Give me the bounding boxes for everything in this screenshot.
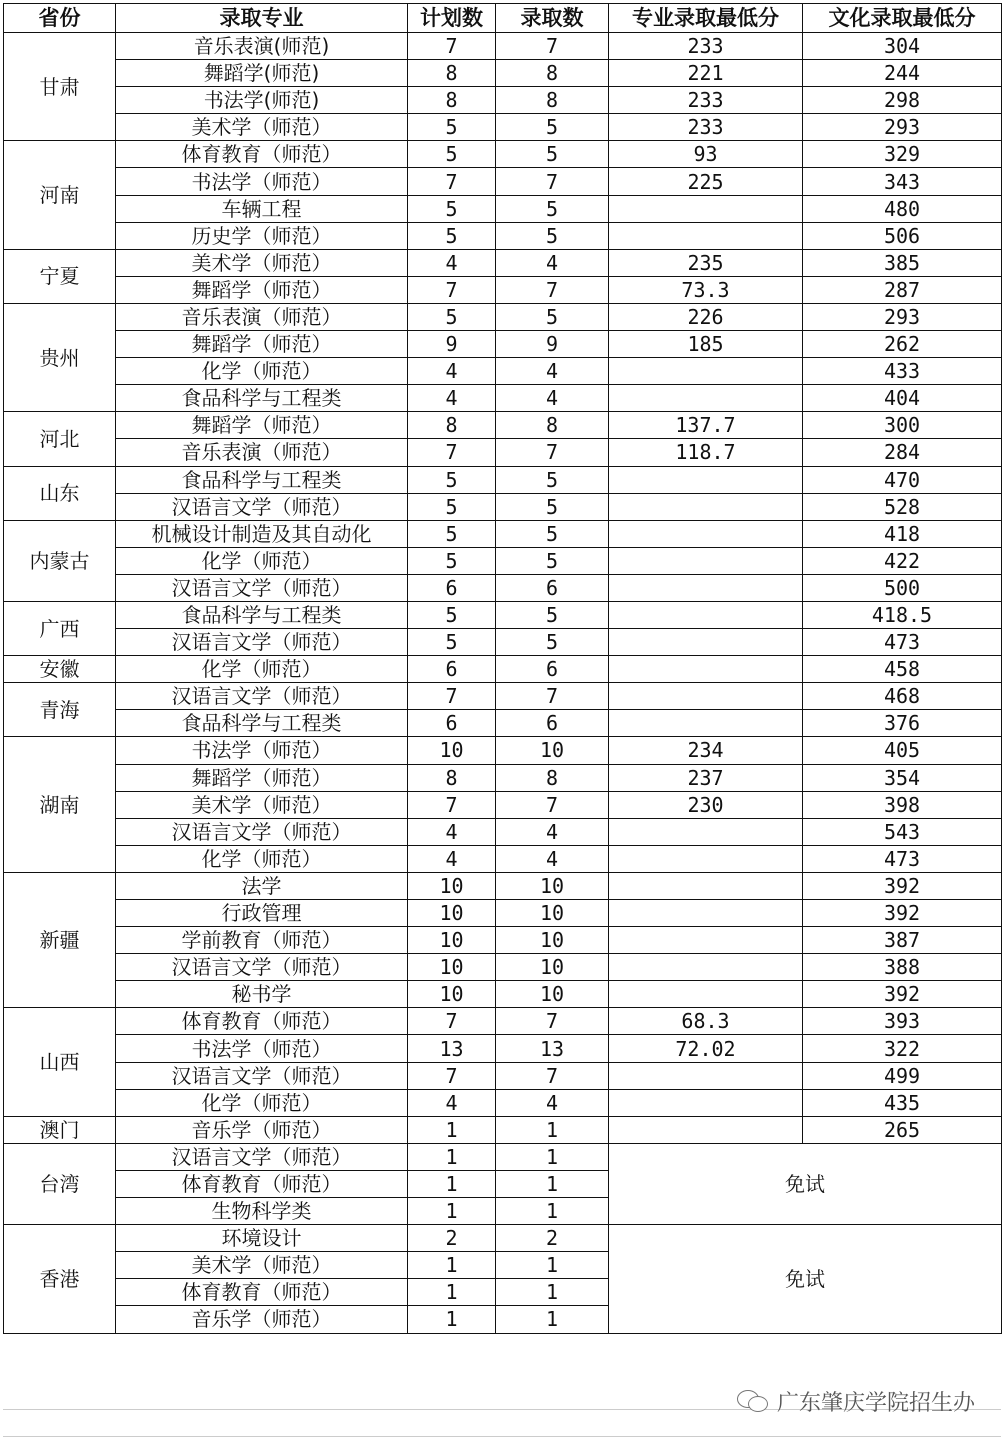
table-row [4,303,1002,330]
major-cell: 舞蹈学（师范） [116,276,408,303]
province-cell: 内蒙古 [4,520,116,601]
exempt-cell: 免试 [609,1225,1002,1333]
cult-min-cell: 287 [803,276,1002,303]
prof-min-cell [609,358,803,385]
header-cult-min: 文化录取最低分 [803,4,1002,33]
province-cell: 安徽 [4,656,116,683]
prof-min-cell: 237 [609,764,803,791]
plan-cell: 7 [408,1008,496,1035]
prof-min-cell: 230 [609,791,803,818]
table-row [4,683,1002,710]
admitted-cell: 10 [496,737,609,764]
major-cell: 汉语言文学（师范） [116,1143,408,1170]
table-row [4,168,1002,195]
major-cell: 法学 [116,872,408,899]
admitted-cell: 7 [496,683,609,710]
major-cell: 书法学（师范） [116,1035,408,1062]
major-cell: 舞蹈学（师范） [116,764,408,791]
major-cell: 汉语言文学（师范） [116,493,408,520]
cult-min-cell: 543 [803,818,1002,845]
major-cell: 汉语言文学（师范） [116,954,408,981]
prof-min-cell: 226 [609,303,803,330]
cult-min-cell: 405 [803,737,1002,764]
admitted-cell: 13 [496,1035,609,1062]
plan-cell: 4 [408,385,496,412]
major-cell: 音乐表演（师范） [116,439,408,466]
plan-cell: 1 [408,1198,496,1225]
major-cell: 食品科学与工程类 [116,710,408,737]
major-cell: 书法学（师范） [116,737,408,764]
plan-cell: 5 [408,222,496,249]
major-cell: 美术学（师范） [116,791,408,818]
prof-min-cell [609,872,803,899]
cult-min-cell: 304 [803,33,1002,60]
province-cell: 湖南 [4,737,116,872]
table-row [4,385,1002,412]
admitted-cell: 10 [496,900,609,927]
table-row [4,601,1002,628]
cult-min-cell: 343 [803,168,1002,195]
prof-min-cell [609,547,803,574]
admission-table [3,3,1002,1334]
admitted-cell: 7 [496,33,609,60]
cult-min-cell: 300 [803,412,1002,439]
plan-cell: 5 [408,547,496,574]
cult-min-cell: 473 [803,845,1002,872]
major-cell: 舞蹈学(师范) [116,60,408,87]
exempt-cell: 免试 [609,1143,1002,1224]
major-cell: 车辆工程 [116,195,408,222]
watermark [737,1383,975,1419]
admitted-cell: 6 [496,574,609,601]
major-cell: 舞蹈学（师范） [116,412,408,439]
table-row [4,656,1002,683]
table-row [4,1008,1002,1035]
cult-min-cell: 435 [803,1089,1002,1116]
admitted-cell: 5 [496,547,609,574]
major-cell: 音乐学（师范） [116,1306,408,1333]
major-cell: 化学（师范） [116,656,408,683]
header-prof-min: 专业录取最低分 [609,4,803,33]
province-cell: 河南 [4,141,116,249]
plan-cell: 6 [408,656,496,683]
admitted-cell: 4 [496,358,609,385]
cult-min-cell: 506 [803,222,1002,249]
table-row [4,195,1002,222]
prof-min-cell [609,656,803,683]
admitted-cell: 1 [496,1306,609,1333]
prof-min-cell [609,222,803,249]
table-row [4,927,1002,954]
cult-min-cell: 293 [803,303,1002,330]
admitted-cell: 9 [496,331,609,358]
table-row [4,276,1002,303]
major-cell: 体育教育（师范） [116,1279,408,1306]
header-row [4,4,1002,33]
province-cell: 河北 [4,412,116,466]
admitted-cell: 8 [496,412,609,439]
plan-cell: 1 [408,1143,496,1170]
cult-min-cell: 284 [803,439,1002,466]
admitted-cell: 1 [496,1279,609,1306]
table-row [4,141,1002,168]
admitted-cell: 7 [496,439,609,466]
admitted-cell: 5 [496,303,609,330]
table-row [4,845,1002,872]
major-cell: 书法学（师范） [116,168,408,195]
admitted-cell: 2 [496,1225,609,1252]
plan-cell: 5 [408,493,496,520]
plan-cell: 6 [408,574,496,601]
plan-cell: 1 [408,1306,496,1333]
admitted-cell: 8 [496,764,609,791]
table-row [4,574,1002,601]
admitted-cell: 1 [496,1170,609,1197]
plan-cell: 5 [408,466,496,493]
prof-min-cell: 233 [609,87,803,114]
plan-cell: 4 [408,845,496,872]
major-cell: 音乐表演（师范） [116,303,408,330]
table-row [4,1225,1002,1252]
cult-min-cell: 322 [803,1035,1002,1062]
plan-cell: 7 [408,683,496,710]
table-row [4,87,1002,114]
major-cell: 汉语言文学（师范） [116,683,408,710]
table-row [4,954,1002,981]
prof-min-cell: 185 [609,331,803,358]
major-cell: 食品科学与工程类 [116,601,408,628]
major-cell: 学前教育（师范） [116,927,408,954]
major-cell: 汉语言文学（师范） [116,818,408,845]
header-province: 省份 [4,4,116,33]
plan-cell: 7 [408,168,496,195]
table-row [4,222,1002,249]
cult-min-cell: 387 [803,927,1002,954]
province-cell: 新疆 [4,872,116,1007]
cult-min-cell: 499 [803,1062,1002,1089]
cult-min-cell: 392 [803,981,1002,1008]
plan-cell: 10 [408,872,496,899]
province-cell: 广西 [4,601,116,655]
plan-cell: 1 [408,1252,496,1279]
prof-min-cell: 72.02 [609,1035,803,1062]
prof-min-cell [609,493,803,520]
major-cell: 食品科学与工程类 [116,466,408,493]
table-row [4,764,1002,791]
prof-min-cell [609,574,803,601]
table-row [4,981,1002,1008]
major-cell: 化学（师范） [116,1089,408,1116]
prof-min-cell: 235 [609,249,803,276]
table-row [4,520,1002,547]
plan-cell: 4 [408,818,496,845]
major-cell: 化学（师范） [116,358,408,385]
wechat-icon [737,1389,771,1413]
major-cell: 体育教育（师范） [116,1008,408,1035]
major-cell: 秘书学 [116,981,408,1008]
prof-min-cell [609,1089,803,1116]
table-row [4,60,1002,87]
plan-cell: 7 [408,439,496,466]
cult-min-cell: 480 [803,195,1002,222]
admitted-cell: 5 [496,493,609,520]
table-row [4,412,1002,439]
prof-min-cell: 221 [609,60,803,87]
admitted-cell: 8 [496,60,609,87]
table-row [4,1089,1002,1116]
admitted-cell: 6 [496,710,609,737]
prof-min-cell [609,195,803,222]
table-row [4,1035,1002,1062]
plan-cell: 7 [408,791,496,818]
plan-cell: 8 [408,764,496,791]
admitted-cell: 5 [496,114,609,141]
table-row [4,791,1002,818]
plan-cell: 5 [408,303,496,330]
major-cell: 美术学（师范） [116,114,408,141]
table-row [4,114,1002,141]
cult-min-cell: 354 [803,764,1002,791]
major-cell: 音乐表演(师范) [116,33,408,60]
plan-cell: 6 [408,710,496,737]
admitted-cell: 4 [496,385,609,412]
cult-min-cell: 385 [803,249,1002,276]
admitted-cell: 6 [496,656,609,683]
plan-cell: 10 [408,927,496,954]
prof-min-cell: 225 [609,168,803,195]
table-row [4,737,1002,764]
plan-cell: 10 [408,900,496,927]
prof-min-cell [609,954,803,981]
admitted-cell: 5 [496,520,609,547]
major-cell: 美术学（师范） [116,1252,408,1279]
plan-cell: 9 [408,331,496,358]
prof-min-cell [609,683,803,710]
admitted-cell: 10 [496,981,609,1008]
cult-min-cell: 262 [803,331,1002,358]
admitted-cell: 4 [496,249,609,276]
major-cell: 舞蹈学（师范） [116,331,408,358]
admitted-cell: 7 [496,791,609,818]
admitted-cell: 1 [496,1116,609,1143]
admitted-cell: 8 [496,87,609,114]
major-cell: 体育教育（师范） [116,1170,408,1197]
major-cell: 化学（师范） [116,547,408,574]
plan-cell: 13 [408,1035,496,1062]
plan-cell: 1 [408,1116,496,1143]
plan-cell: 8 [408,60,496,87]
cult-min-cell: 393 [803,1008,1002,1035]
prof-min-cell [609,981,803,1008]
admitted-cell: 5 [496,222,609,249]
admitted-cell: 10 [496,872,609,899]
plan-cell: 5 [408,195,496,222]
cult-min-cell: 244 [803,60,1002,87]
major-cell: 机械设计制造及其自动化 [116,520,408,547]
major-cell: 食品科学与工程类 [116,385,408,412]
cult-min-cell: 388 [803,954,1002,981]
prof-min-cell [609,927,803,954]
admitted-cell: 7 [496,1008,609,1035]
cult-min-cell: 392 [803,872,1002,899]
major-cell: 汉语言文学（师范） [116,629,408,656]
plan-cell: 5 [408,601,496,628]
cult-min-cell: 418.5 [803,601,1002,628]
admitted-cell: 10 [496,927,609,954]
plan-cell: 5 [408,141,496,168]
plan-cell: 7 [408,33,496,60]
plan-cell: 1 [408,1279,496,1306]
prof-min-cell: 234 [609,737,803,764]
province-cell: 青海 [4,683,116,737]
major-cell: 生物科学类 [116,1198,408,1225]
province-cell: 香港 [4,1225,116,1333]
plan-cell: 4 [408,358,496,385]
admitted-cell: 5 [496,629,609,656]
plan-cell: 10 [408,954,496,981]
major-cell: 汉语言文学（师范） [116,1062,408,1089]
plan-cell: 5 [408,629,496,656]
prof-min-cell [609,845,803,872]
table-row [4,33,1002,60]
prof-min-cell: 233 [609,114,803,141]
plan-cell: 8 [408,412,496,439]
prof-min-cell: 137.7 [609,412,803,439]
prof-min-cell: 93 [609,141,803,168]
cult-min-cell: 422 [803,547,1002,574]
province-cell: 宁夏 [4,249,116,303]
header-admitted: 录取数 [496,4,609,33]
watermark-text: 广东肇庆学院招生办 [776,1390,975,1416]
plan-cell: 4 [408,1089,496,1116]
prof-min-cell [609,601,803,628]
table-row [4,818,1002,845]
province-cell: 澳门 [4,1116,116,1143]
admitted-cell: 5 [496,601,609,628]
table-row [4,1116,1002,1143]
plan-cell: 8 [408,87,496,114]
table-row [4,629,1002,656]
prof-min-cell: 73.3 [609,276,803,303]
table-row [4,358,1002,385]
major-cell: 美术学（师范） [116,249,408,276]
plan-cell: 10 [408,737,496,764]
table-row [4,466,1002,493]
plan-cell: 2 [408,1225,496,1252]
prof-min-cell [609,1116,803,1143]
table-row [4,493,1002,520]
table-row [4,1062,1002,1089]
table-row [4,872,1002,899]
prof-min-cell [609,710,803,737]
cult-min-cell: 433 [803,358,1002,385]
plan-cell: 4 [408,249,496,276]
plan-cell: 5 [408,114,496,141]
table-row [4,547,1002,574]
admitted-cell: 4 [496,818,609,845]
prof-min-cell [609,818,803,845]
cult-min-cell: 298 [803,87,1002,114]
cult-min-cell: 458 [803,656,1002,683]
cult-min-cell: 265 [803,1116,1002,1143]
cult-min-cell: 392 [803,900,1002,927]
table-row [4,1143,1002,1170]
province-cell: 山西 [4,1008,116,1116]
cult-min-cell: 404 [803,385,1002,412]
table-row [4,439,1002,466]
table-row [4,331,1002,358]
header-major: 录取专业 [116,4,408,33]
cult-min-cell: 468 [803,683,1002,710]
cult-min-cell: 528 [803,493,1002,520]
province-cell: 甘肃 [4,33,116,141]
admitted-cell: 1 [496,1252,609,1279]
major-cell: 环境设计 [116,1225,408,1252]
table-row [4,710,1002,737]
cult-min-cell: 398 [803,791,1002,818]
plan-cell: 1 [408,1170,496,1197]
cult-min-cell: 329 [803,141,1002,168]
cult-min-cell: 500 [803,574,1002,601]
cult-min-cell: 293 [803,114,1002,141]
admitted-cell: 5 [496,195,609,222]
major-cell: 体育教育（师范） [116,141,408,168]
major-cell: 行政管理 [116,900,408,927]
province-cell: 台湾 [4,1143,116,1224]
major-cell: 书法学(师范) [116,87,408,114]
table-row [4,900,1002,927]
plan-cell: 7 [408,1062,496,1089]
major-cell: 音乐学（师范） [116,1116,408,1143]
table-body [4,33,1002,1334]
plan-cell: 7 [408,276,496,303]
admitted-cell: 5 [496,141,609,168]
plan-cell: 5 [408,520,496,547]
plan-cell: 10 [408,981,496,1008]
province-cell: 山东 [4,466,116,520]
prof-min-cell [609,900,803,927]
admitted-cell: 7 [496,168,609,195]
admitted-cell: 4 [496,845,609,872]
admitted-cell: 10 [496,954,609,981]
admitted-cell: 5 [496,466,609,493]
admitted-cell: 1 [496,1198,609,1225]
prof-min-cell [609,1062,803,1089]
major-cell: 历史学（师范） [116,222,408,249]
prof-min-cell [609,629,803,656]
major-cell: 汉语言文学（师范） [116,574,408,601]
prof-min-cell [609,520,803,547]
table-row [4,249,1002,276]
cult-min-cell: 473 [803,629,1002,656]
prof-min-cell: 68.3 [609,1008,803,1035]
province-cell: 贵州 [4,303,116,411]
admitted-cell: 7 [496,1062,609,1089]
prof-min-cell [609,466,803,493]
header-plan: 计划数 [408,4,496,33]
prof-min-cell: 233 [609,33,803,60]
cult-min-cell: 418 [803,520,1002,547]
admitted-cell: 1 [496,1143,609,1170]
prof-min-cell: 118.7 [609,439,803,466]
cult-min-cell: 470 [803,466,1002,493]
major-cell: 化学（师范） [116,845,408,872]
admitted-cell: 7 [496,276,609,303]
prof-min-cell [609,385,803,412]
cult-min-cell: 376 [803,710,1002,737]
admitted-cell: 4 [496,1089,609,1116]
